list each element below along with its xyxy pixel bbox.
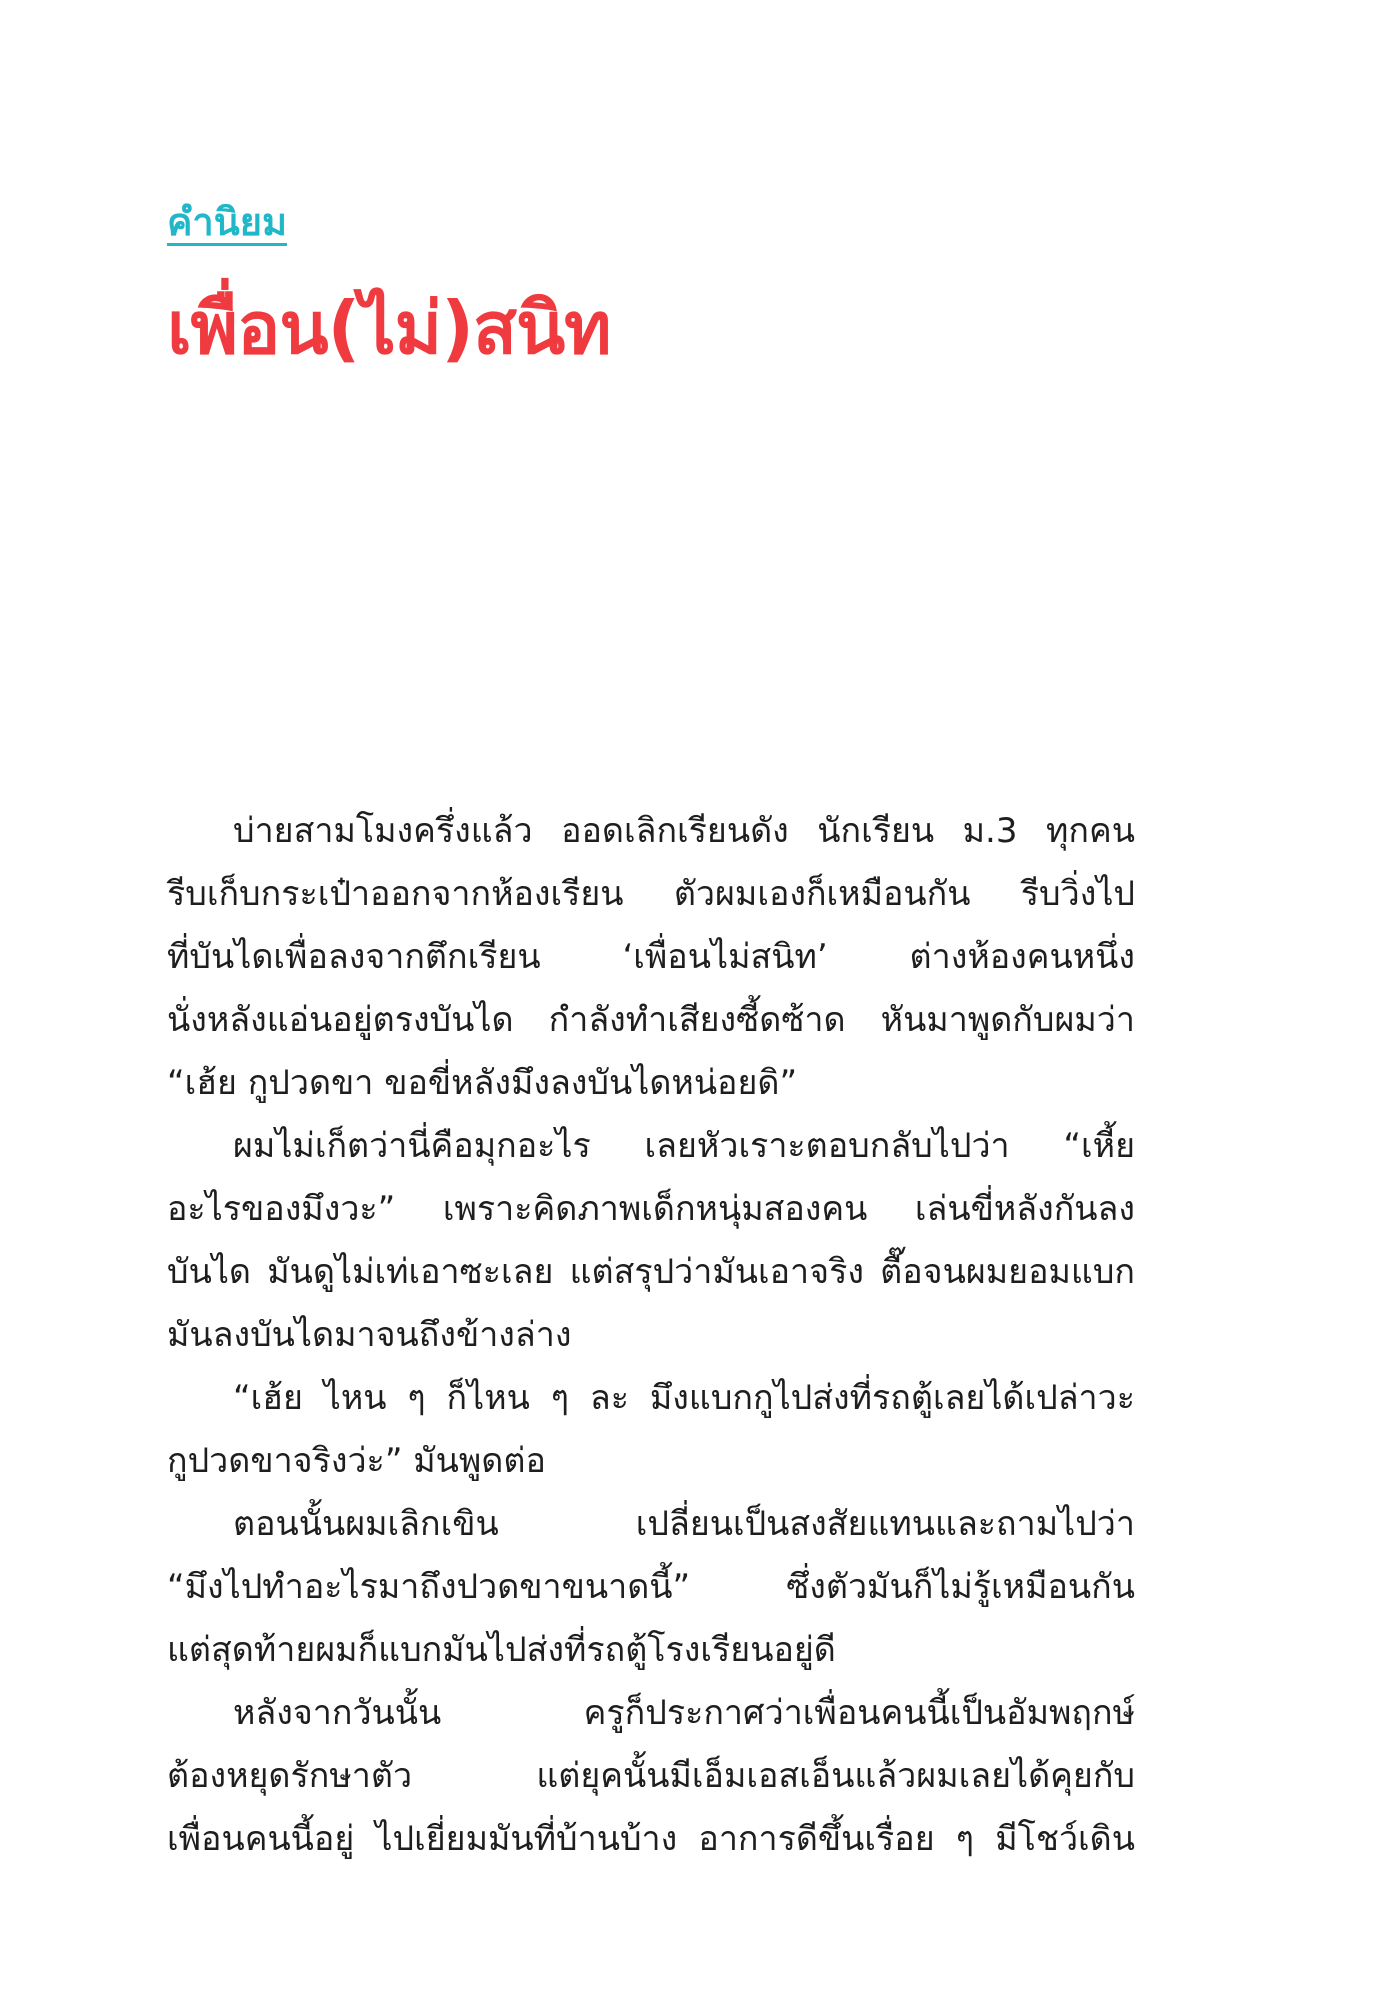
text-line: ตอนนั้นผมเลิกเขิน เปลี่ยนเป็นสงสัยแทนและถามไปว่า <box>233 1504 1135 1544</box>
text-line: “เฮ้ย ไหน ๆ ก็ไหน ๆ ละ มึงแบกกูไปส่งที่รถตู้เลยได้เปล่าวะ <box>233 1378 1135 1418</box>
text-line: ที่บันไดเพื่อลงจากตึกเรียน ‘เพื่อนไม่สนิท’ ต่างห้องคนหนึ่ง <box>167 937 1135 977</box>
text-line: อะไรของมึงวะ” เพราะคิดภาพเด็กหนุ่มสองคน เล่นขี่หลังกันลง <box>167 1189 1135 1229</box>
text-line: บันได มันดูไม่เท่เอาซะเลย แต่สรุปว่ามันเอาจริง ตื๊อจนผมยอมแบก <box>167 1252 1135 1292</box>
text-line: หลังจากวันนั้น ครูก็ประกาศว่าเพื่อนคนนี้เป็นอัมพฤกษ์ <box>233 1693 1135 1733</box>
body-text <box>167 800 1135 1871</box>
text-line: ต้องหยุดรักษาตัว แต่ยุคนั้นมีเอ็มเอสเอ็นแล้วผมเลยได้คุยกับ <box>167 1756 1135 1796</box>
text-line: มันลงบันไดมาจนถึงข้างล่าง <box>167 1315 572 1355</box>
text-line: แต่สุดท้ายผมก็แบกมันไปส่งที่รถตู้โรงเรียนอยู่ดี <box>167 1630 836 1670</box>
text-line: “มึงไปทำอะไรมาถึงปวดขาขนาดนี้” ซึ่งตัวมันก็ไม่รู้เหมือนกัน <box>167 1567 1135 1607</box>
text-line: บ่ายสามโมงครึ่งแล้ว ออดเลิกเรียนดัง นักเรียน ม.3 ทุกคน <box>233 811 1135 851</box>
section-label: คำนิยม <box>167 200 288 244</box>
text-line: นั่งหลังแอ่นอยู่ตรงบันได กำลังทำเสียงซี้ดซ้าด หันมาพูดกับผมว่า <box>167 1000 1135 1040</box>
text-line: เพื่อนคนนี้อยู่ ไปเยี่ยมมันที่บ้านบ้าง อาการดีขึ้นเรื่อย ๆ มีโชว์เดิน <box>167 1819 1135 1859</box>
text-line: รีบเก็บกระเป๋าออกจากห้องเรียน ตัวผมเองก็เหมือนกัน รีบวิ่งไป <box>167 874 1135 914</box>
chapter-title: เพื่อน(ไม่)สนิท <box>167 286 611 370</box>
text-line: กูปวดขาจริงว่ะ” มันพูดต่อ <box>167 1441 546 1481</box>
text-line: ผมไม่เก็ตว่านี่คือมุกอะไร เลยหัวเราะตอบกลับไปว่า “เหี้ย <box>233 1126 1135 1166</box>
text-line: “เฮ้ย กูปวดขา ขอขี่หลังมึงลงบันไดหน่อยดิ” <box>167 1063 798 1103</box>
